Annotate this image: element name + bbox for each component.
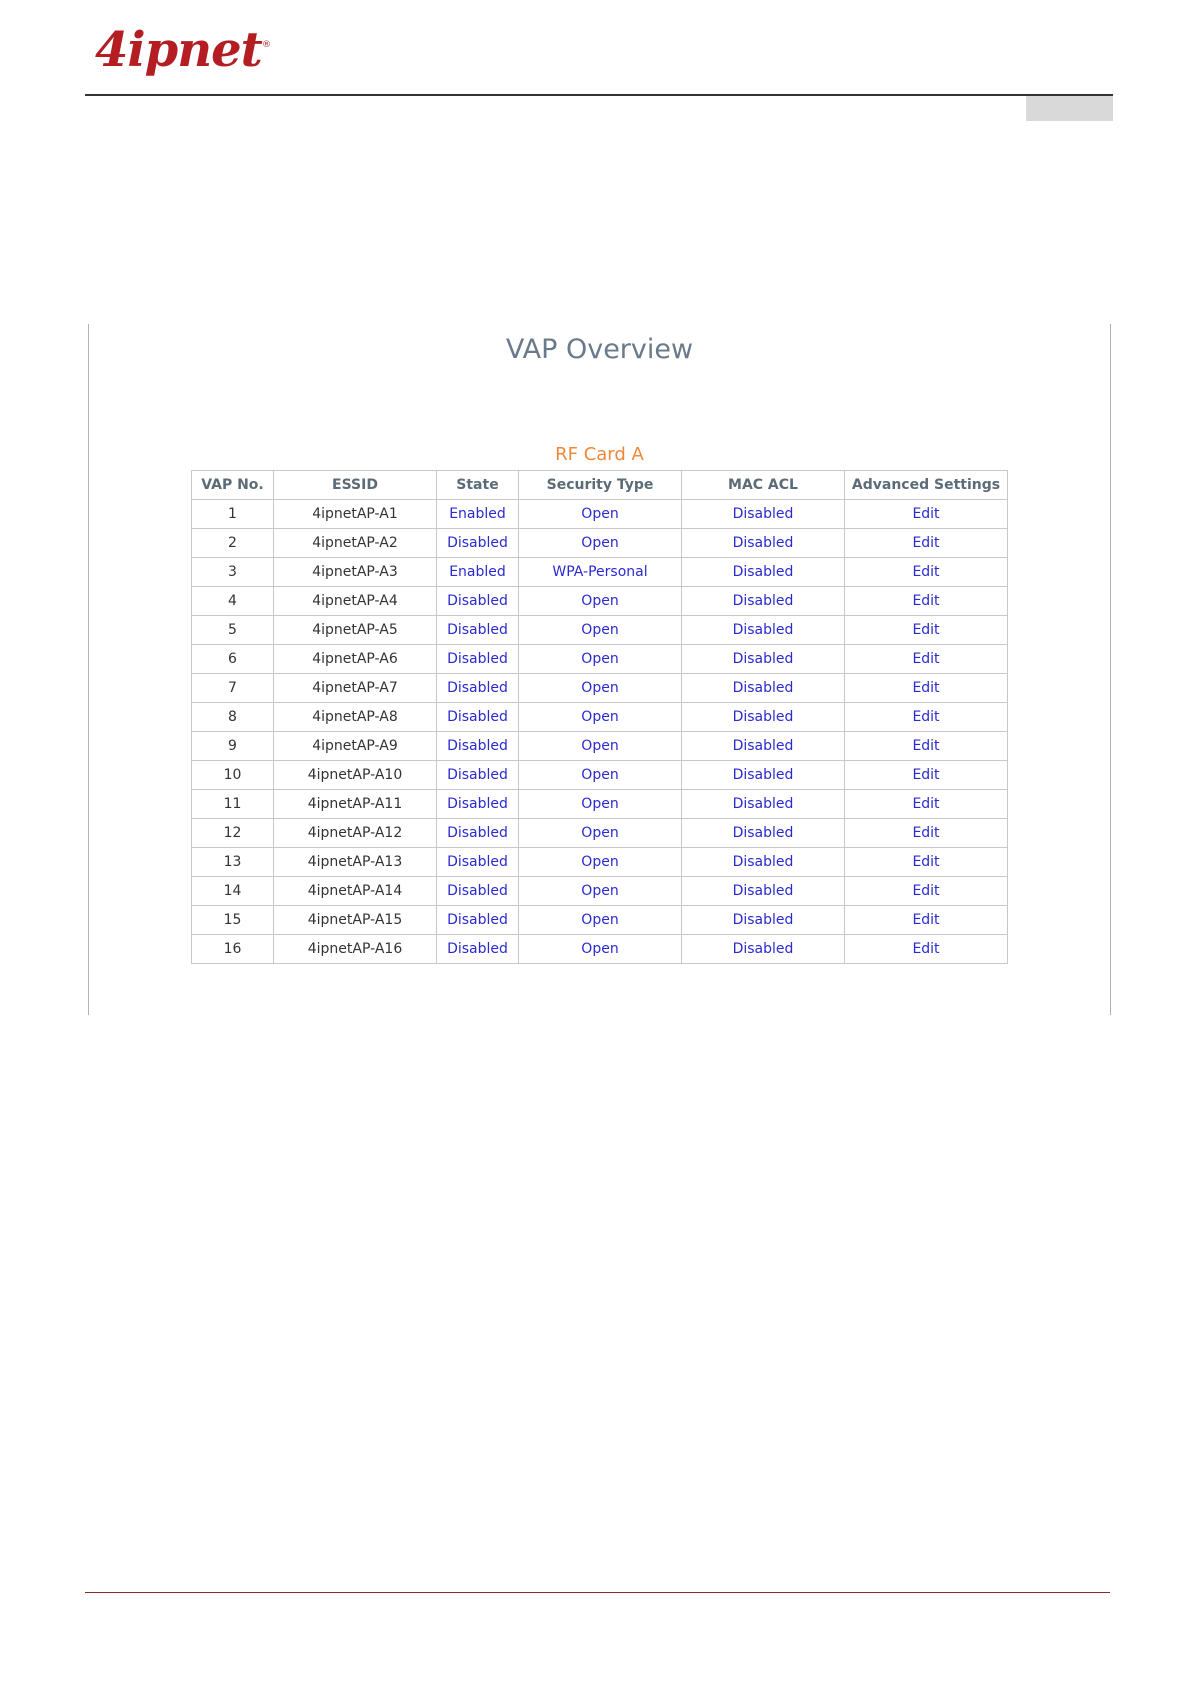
state-link[interactable]: Disabled <box>437 732 519 761</box>
mac-acl-link[interactable]: Disabled <box>682 558 845 587</box>
state-link[interactable]: Disabled <box>437 674 519 703</box>
edit-link[interactable]: Edit <box>845 877 1008 906</box>
essid-cell: 4ipnetAP-A13 <box>274 848 437 877</box>
edit-link[interactable]: Edit <box>845 761 1008 790</box>
mac-acl-link[interactable]: Disabled <box>682 645 845 674</box>
mac-acl-link[interactable]: Disabled <box>682 674 845 703</box>
security-type-link[interactable]: Open <box>519 761 682 790</box>
header-divider <box>85 94 1113 96</box>
security-type-link[interactable]: Open <box>519 935 682 964</box>
essid-cell: 4ipnetAP-A15 <box>274 906 437 935</box>
mac-acl-link[interactable]: Disabled <box>682 819 845 848</box>
essid-cell: 4ipnetAP-A2 <box>274 529 437 558</box>
vap-no-cell: 4 <box>192 587 274 616</box>
mac-acl-link[interactable]: Disabled <box>682 732 845 761</box>
vap-no-cell: 9 <box>192 732 274 761</box>
col-header-state: State <box>437 471 519 500</box>
vap-no-cell: 13 <box>192 848 274 877</box>
state-link[interactable]: Disabled <box>437 703 519 732</box>
vap-no-cell: 5 <box>192 616 274 645</box>
table-row <box>192 848 1008 877</box>
essid-cell: 4ipnetAP-A11 <box>274 790 437 819</box>
vap-no-cell: 3 <box>192 558 274 587</box>
col-header-security-type: Security Type <box>519 471 682 500</box>
essid-cell: 4ipnetAP-A4 <box>274 587 437 616</box>
essid-cell: 4ipnetAP-A9 <box>274 732 437 761</box>
vap-no-cell: 14 <box>192 877 274 906</box>
essid-cell: 4ipnetAP-A16 <box>274 935 437 964</box>
mac-acl-link[interactable]: Disabled <box>682 877 845 906</box>
security-type-link[interactable]: Open <box>519 906 682 935</box>
state-link[interactable]: Disabled <box>437 587 519 616</box>
vap-no-cell: 16 <box>192 935 274 964</box>
table-row <box>192 935 1008 964</box>
edit-link[interactable]: Edit <box>845 906 1008 935</box>
mac-acl-link[interactable]: Disabled <box>682 703 845 732</box>
header-tab-block <box>1026 96 1113 121</box>
essid-cell: 4ipnetAP-A14 <box>274 877 437 906</box>
mac-acl-link[interactable]: Disabled <box>682 587 845 616</box>
edit-link[interactable]: Edit <box>845 703 1008 732</box>
state-link[interactable]: Disabled <box>437 790 519 819</box>
table-row <box>192 616 1008 645</box>
edit-link[interactable]: Edit <box>845 558 1008 587</box>
vap-no-cell: 8 <box>192 703 274 732</box>
essid-cell: 4ipnetAP-A1 <box>274 500 437 529</box>
state-link[interactable]: Enabled <box>437 558 519 587</box>
mac-acl-link[interactable]: Disabled <box>682 500 845 529</box>
essid-cell: 4ipnetAP-A6 <box>274 645 437 674</box>
security-type-link[interactable]: Open <box>519 616 682 645</box>
essid-cell: 4ipnetAP-A8 <box>274 703 437 732</box>
state-link[interactable]: Disabled <box>437 935 519 964</box>
vap-no-cell: 12 <box>192 819 274 848</box>
vap-no-cell: 15 <box>192 906 274 935</box>
state-link[interactable]: Disabled <box>437 616 519 645</box>
vap-no-cell: 6 <box>192 645 274 674</box>
edit-link[interactable]: Edit <box>845 935 1008 964</box>
vap-no-cell: 1 <box>192 500 274 529</box>
registered-mark: ® <box>262 40 271 50</box>
table-row <box>192 703 1008 732</box>
state-link[interactable]: Disabled <box>437 848 519 877</box>
security-type-link[interactable]: Open <box>519 790 682 819</box>
col-header-mac-acl: MAC ACL <box>682 471 845 500</box>
security-type-link[interactable]: Open <box>519 529 682 558</box>
mac-acl-link[interactable]: Disabled <box>682 616 845 645</box>
vap-table <box>191 470 1008 964</box>
mac-acl-link[interactable]: Disabled <box>682 761 845 790</box>
security-type-link[interactable]: Open <box>519 877 682 906</box>
rf-card-title: RF Card A <box>555 444 644 465</box>
table-row <box>192 674 1008 703</box>
security-type-link[interactable]: Open <box>519 703 682 732</box>
state-link[interactable]: Disabled <box>437 819 519 848</box>
logo: 4ipnet <box>95 22 262 78</box>
edit-link[interactable]: Edit <box>845 616 1008 645</box>
essid-cell: 4ipnetAP-A5 <box>274 616 437 645</box>
vap-no-cell: 2 <box>192 529 274 558</box>
security-type-link[interactable]: Open <box>519 645 682 674</box>
mac-acl-link[interactable]: Disabled <box>682 935 845 964</box>
table-row <box>192 906 1008 935</box>
vap-no-cell: 10 <box>192 761 274 790</box>
essid-cell: 4ipnetAP-A10 <box>274 761 437 790</box>
edit-link[interactable]: Edit <box>845 848 1008 877</box>
security-type-link[interactable]: Open <box>519 674 682 703</box>
edit-link[interactable]: Edit <box>845 645 1008 674</box>
table-row <box>192 500 1008 529</box>
col-header-vap-no: VAP No. <box>192 471 274 500</box>
page-title: VAP Overview <box>505 334 694 365</box>
vap-no-cell: 11 <box>192 790 274 819</box>
edit-link[interactable]: Edit <box>845 674 1008 703</box>
security-type-link[interactable]: Open <box>519 819 682 848</box>
security-type-link[interactable]: WPA-Personal <box>519 558 682 587</box>
essid-cell: 4ipnetAP-A7 <box>274 674 437 703</box>
table-header-row <box>192 471 1008 500</box>
edit-link[interactable]: Edit <box>845 587 1008 616</box>
essid-cell: 4ipnetAP-A12 <box>274 819 437 848</box>
table-row <box>192 819 1008 848</box>
edit-link[interactable]: Edit <box>845 790 1008 819</box>
security-type-link[interactable]: Open <box>519 500 682 529</box>
state-link[interactable]: Disabled <box>437 761 519 790</box>
mac-acl-link[interactable]: Disabled <box>682 848 845 877</box>
table-row <box>192 587 1008 616</box>
security-type-link[interactable]: Open <box>519 848 682 877</box>
table-row <box>192 732 1008 761</box>
table-row <box>192 790 1008 819</box>
col-header-essid: ESSID <box>274 471 437 500</box>
table-row <box>192 558 1008 587</box>
state-link[interactable]: Disabled <box>437 645 519 674</box>
vap-overview-panel <box>88 324 1111 1015</box>
security-type-link[interactable]: Open <box>519 732 682 761</box>
edit-link[interactable]: Edit <box>845 500 1008 529</box>
security-type-link[interactable]: Open <box>519 587 682 616</box>
mac-acl-link[interactable]: Disabled <box>682 790 845 819</box>
table-row <box>192 877 1008 906</box>
edit-link[interactable]: Edit <box>845 732 1008 761</box>
edit-link[interactable]: Edit <box>845 819 1008 848</box>
mac-acl-link[interactable]: Disabled <box>682 529 845 558</box>
vap-no-cell: 7 <box>192 674 274 703</box>
state-link[interactable]: Disabled <box>437 877 519 906</box>
state-link[interactable]: Disabled <box>437 906 519 935</box>
edit-link[interactable]: Edit <box>845 529 1008 558</box>
essid-cell: 4ipnetAP-A3 <box>274 558 437 587</box>
table-row <box>192 761 1008 790</box>
footer-divider <box>85 1592 1110 1593</box>
state-link[interactable]: Enabled <box>437 500 519 529</box>
table-row <box>192 529 1008 558</box>
mac-acl-link[interactable]: Disabled <box>682 906 845 935</box>
col-header-advanced-settings: Advanced Settings <box>845 471 1008 500</box>
state-link[interactable]: Disabled <box>437 529 519 558</box>
table-row <box>192 645 1008 674</box>
